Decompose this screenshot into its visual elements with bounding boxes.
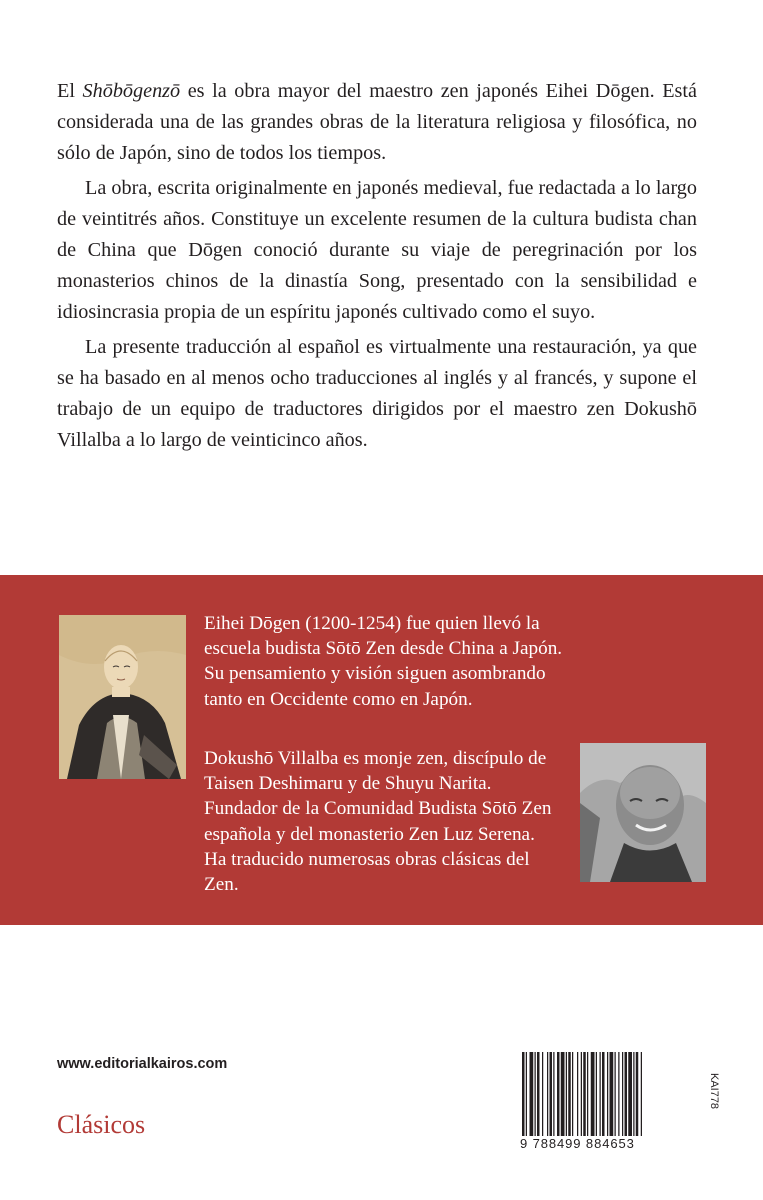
villalba-photo [580,743,706,882]
product-code: KAI778 [708,1072,720,1110]
description-paragraph-3: La presente traducción al español es virtualmente una restauración, ya que se ha basado en al menos ocho traducciones al inglés y al francés, y supone el trabajo de un equipo de traductores dirigidos por el maestro zen Dokushō Villalba a lo largo de veinticinco años. [57,336,697,451]
barcode-bar [636,1052,639,1136]
barcode-bar [550,1052,553,1136]
barcode-bar [530,1052,534,1136]
barcode-bar [596,1052,597,1136]
barcode-bar [566,1052,567,1136]
barcode-bar [591,1052,595,1136]
barcode-bar [583,1052,586,1136]
dogen-portrait [59,615,186,779]
barcode-bar [535,1052,536,1136]
barcode-bar [526,1052,527,1136]
barcode-bar [542,1052,543,1136]
description-paragraph-2: La obra, escrita originalmente en japonés medieval, fue redactada a lo largo de veintitrés años. Constituye un excelente resumen de la cultura budista chan de China que Dōgen conoció durante su viaje de peregrinación por los monasterios chinos de la dinastía Song, presentado con la sensibilidad e idiosincrasia propia de un espíritu japonés cultivado como el suyo. [57,177,697,323]
isbn-number: 9 788499 884653 [520,1136,635,1151]
barcode-bar [577,1052,578,1136]
barcode-bar [557,1052,560,1136]
barcode-bar [600,1052,601,1136]
book-title: Shōbōgenzō [82,80,181,102]
barcode-bar [572,1052,573,1136]
barcode-bar [607,1052,608,1136]
barcode-bar [537,1052,540,1136]
barcode-bar [622,1052,623,1136]
barcode-bar [553,1052,554,1136]
barcode-bar [587,1052,588,1136]
dogen-bio: Eihei Dōgen (1200-1254) fue quien llevó la escuela budista Sōtō Zen desde China a Japón. Su pensamiento y visión siguen asombrando tanto en Occidente como en Japón. [204,613,563,710]
barcode-bar [625,1052,628,1136]
publisher-website[interactable]: www.editorialkairos.com [57,1056,228,1072]
barcode-bar [610,1052,614,1136]
back-cover-description [57,76,697,456]
barcode-bar [547,1052,548,1136]
barcode-bar [581,1052,582,1136]
barcode-bar [628,1052,632,1136]
barcode-bar [633,1052,634,1136]
barcode-bar [615,1052,616,1136]
barcode-bar [522,1052,525,1136]
barcode-bar [602,1052,605,1136]
isbn-barcode [520,1052,691,1136]
barcode-bar [618,1052,619,1136]
collection-name: Clásicos [57,1110,146,1139]
barcode-bar [641,1052,642,1136]
barcode-bar [568,1052,571,1136]
barcode-bar [561,1052,565,1136]
description-paragraph-1: El Shōbōgenzō es la obra mayor del maestro zen japonés Eihei Dōgen. Está considerada una de las grandes obras de la literatura religiosa y filosófica, no sólo de Japón, sino de todos los tiempos. [57,80,697,164]
villalba-bio: Dokushō Villalba es monje zen, discípulo de Taisen Deshimaru y de Shuyu Narita. Fundador de la Comunidad Budista Sōtō Zen española y del monasterio Zen Luz Serena. Ha traducido numerosas obras clásicas del Zen. [204,748,552,896]
